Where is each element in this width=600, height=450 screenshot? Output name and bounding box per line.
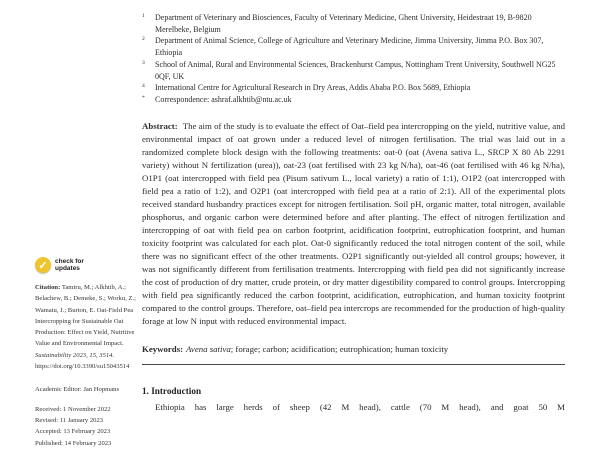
correspondence-label: Correspondence: <box>155 94 210 104</box>
citation-doi-link[interactable]: https://doi.org/10.3390/su15043514 <box>35 363 130 371</box>
main-column <box>142 0 565 414</box>
affiliation-text: International Centre for Agricultural Research in Dry Areas, Addis Ababa P.O. Box 5689, Ethiopia <box>155 83 471 93</box>
affiliations-list <box>142 12 565 106</box>
affiliation-marker: 4 <box>142 83 145 90</box>
badge-label-line1: check for <box>55 258 84 265</box>
keywords-label: Keywords: <box>142 343 184 354</box>
keywords-line <box>142 343 565 356</box>
affiliation-item <box>142 59 565 82</box>
correspondence-email-link[interactable]: ashraf.alkhtib@ntu.ac.uk <box>211 94 292 104</box>
correspondence-item <box>142 94 565 106</box>
affiliation-marker: 2 <box>142 36 145 43</box>
crossmark-check-icon: ✓ <box>35 257 51 273</box>
affiliation-text: Department of Veterinary and Biosciences, Faculty of Veterinary Medicine, Ghent University, Heidestraat 19, B-9820 Merelbeke, Belgium <box>155 13 532 34</box>
section-divider-rule <box>142 364 565 365</box>
academic-editor: Academic Editor: Jan Hopmans <box>35 386 120 394</box>
affiliation-text: School of Animal, Rural and Environmental Sciences, Brackenhurst Campus, Nottingham Trent University, Southwell NG25 0QF, UK <box>155 59 556 81</box>
affiliation-item <box>142 82 565 94</box>
badge-label-line2: updates <box>55 265 80 272</box>
abstract-label: Abstract: <box>142 120 178 131</box>
introduction-first-line: Ethiopia has large herds of sheep (42 M head), cattle (70 M head), and goat 50 M <box>155 401 565 412</box>
affiliation-item <box>142 35 565 58</box>
correspondence-marker: * <box>142 94 145 101</box>
abstract-text: The aim of the study is to evaluate the effect of Oat–field pea intercropping on the yield, nutritive value, and environmental impact of oat grown under a reduced level of nitrogen fertilisation. The trial was laid out in a randomized complete block design with the following treatments: oat-0 (oat (Avena sativa L., SRCP X 80 Ab 2291 variety) without N fertilization (urea)), oat-23 (oat fertilised with 23 kg N/ha), oat-46 (oat fertilised with 46 kg N/ha), O1P1 (oat intercropped with field pea (Pisum sativum L., local variety) a ratio of 1:1), O1P2 (oat intercropped with field pea a ratio of 1:2), and O2P1 (oat intercropped with field pea at a ratio of 2:1). All of the experimental plots received standard husbandry practices except for nitrogen fertilisation. Soil pH, organic matter, total nitrogen, available phosphorus, and organic carbon were determined before and after planting. The effect of nitrogen fertilization and intercropping of oat with field pea on carbon footprint, acidification footprint, eutrophication footprint, and human toxicity footprint was calculated for each plot. Oat-0 significantly reduced the total nitrogen content of the soil, while there was no significant effect of the other treatments. O2P1 significantly out-yielded all control groups; however, it was not significantly different from fertilisation treatments. Intercropping with field pea did not significantly increase the cost of production of dry matter, crude protein, or dry matter digestibility compared to control groups. Intercropping with field pea significantly reduced the carbon footprint, acidification, eutrophication, and human toxicity footprint compared to the control groups. Therefore, oat–field pea intercrops are recommended for the production of high-quality forage at low N input with reduced environmental impact. <box>142 120 565 326</box>
citation-label: Citation: <box>35 284 61 291</box>
correspondence-text <box>155 94 565 106</box>
abstract-paragraph <box>142 120 565 328</box>
keywords-species-name: Avena sativa <box>186 343 231 354</box>
affiliation-marker: 3 <box>142 59 145 66</box>
left-sidebar <box>35 257 141 449</box>
section-heading-introduction: 1. Introduction <box>142 385 202 396</box>
affiliation-item <box>142 12 565 35</box>
citation-block <box>35 282 141 372</box>
citation-journal-ref: Sustainability 2023, 15, 3514. <box>35 351 115 359</box>
date-revised: Revised: 11 January 2023 <box>35 416 104 424</box>
date-received: Received: 1 November 2022 <box>35 405 111 413</box>
article-history <box>35 404 141 449</box>
date-accepted: Accepted: 13 February 2023 <box>35 428 111 436</box>
citation-text: Tamiru, M.; Alkhtib, A.; Belachew, B.; Demeke, S.; Worku, Z.; Wamatu, J.; Burton, E. Oat-Field Pea Intercropping for Sustainable Oat Production: Effect on Yield, Nutritive Value and Environmental Impact. <box>35 284 136 348</box>
check-for-updates-label <box>55 258 84 272</box>
keywords-list: ; forage; carbon; acidification; eutrophication; human toxicity <box>230 343 449 354</box>
affiliation-text: Department of Animal Science, College of Agriculture and Veterinary Medicine, Jimma University, Jimma P.O. Box 307, Ethiopia <box>155 36 544 58</box>
affiliation-marker: 1 <box>142 13 145 19</box>
date-published: Published: 14 February 2023 <box>35 439 112 447</box>
check-for-updates-badge[interactable] <box>35 257 141 273</box>
